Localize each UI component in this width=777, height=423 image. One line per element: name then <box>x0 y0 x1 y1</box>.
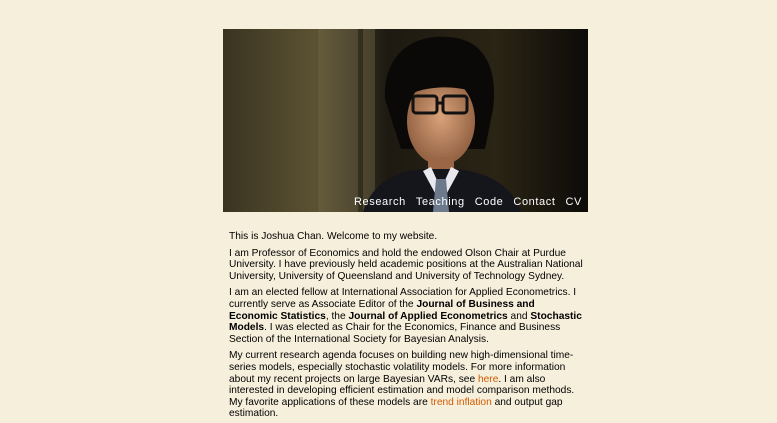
portrait-photo <box>223 29 588 212</box>
editorial-text-1: I am an elected fellow at International Association for Applied Econometrics. I currently serve as Associate Editor of the <box>229 287 577 310</box>
research-text-1: My current research agenda focuses on building new high-dimensional time-series models, especially stochastic volatility models. For more information about my recent projects on large Bayesian VARs, see <box>229 350 574 385</box>
journal-jae: Journal of Applied Econometrics <box>348 310 508 322</box>
journal-jbes: Journal of Business and Economic Statistics <box>229 298 535 322</box>
nav-cv[interactable]: CV <box>565 196 582 208</box>
nav-research[interactable]: Research <box>353 196 406 208</box>
research-text-2: . I am also interested in developing efficient estimation and model comparison methods. My favorite applications of these models are <box>229 373 575 408</box>
research-paragraph <box>229 350 584 420</box>
here-link[interactable]: here <box>477 373 499 385</box>
editorial-text-2: , the <box>325 310 349 322</box>
editorial-text-3: and <box>507 310 531 322</box>
trend-inflation-link[interactable]: trend inflation <box>430 396 492 408</box>
main-nav <box>354 196 582 208</box>
editorial-paragraph <box>229 287 584 345</box>
header-banner <box>223 29 588 212</box>
position-paragraph: I am Professor of Economics and hold the endowed Olson Chair at Purdue University. I have previously held academic positions at the Australian National University, University of Queensland and University of Technology Sydney. <box>229 247 583 282</box>
welcome-paragraph: This is Joshua Chan. Welcome to my website. <box>229 231 438 242</box>
editorial-text-4: . I was elected as Chair for the Economics, Finance and Business Section of the International Society for Bayesian Analysis. <box>229 322 561 345</box>
journal-stochastic-models: Stochastic Models <box>229 310 582 334</box>
nav-code[interactable]: Code <box>474 196 504 208</box>
nav-teaching[interactable]: Teaching <box>415 196 465 208</box>
research-text-3: and output gap estimation. <box>229 396 563 420</box>
nav-contact[interactable]: Contact <box>513 196 556 208</box>
main-content <box>229 231 584 423</box>
